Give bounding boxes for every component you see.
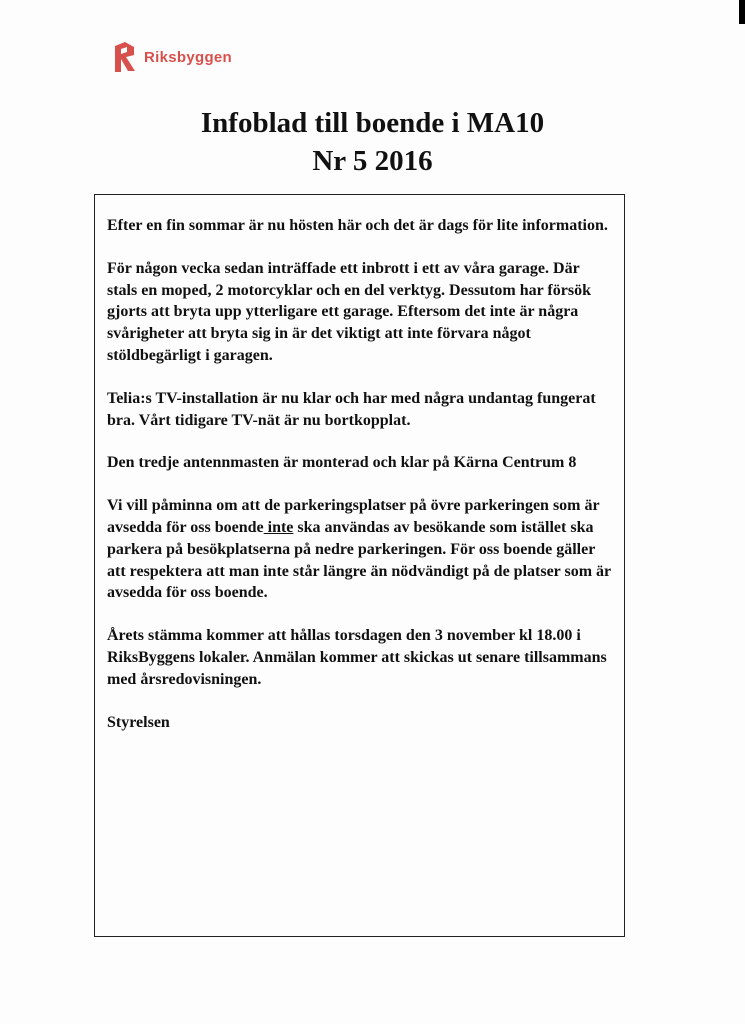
parking-text-before: Vi vill påminna om att de parkeringsplatser på övre parkeringen som är avsedda för oss boende <box>107 497 600 536</box>
riksbyggen-logo-icon <box>112 40 138 74</box>
paragraph-antenna: Den tredje antennmasten är monterad och klar på Kärna Centrum 8 <box>107 454 577 472</box>
document-header <box>0 104 745 180</box>
riksbyggen-logo <box>112 40 232 74</box>
signature: Styrelsen <box>107 713 170 731</box>
paragraph-meeting: Årets stämma kommer att hållas torsdagen den 3 november kl 18.00 i RiksByggens lokaler. Anmälan kommer att skickas ut senare tillsammans med årsredovisningen. <box>107 627 607 688</box>
parking-text-after: ska användas av besökande som istället ska parkera på besökplatserna på nedre parkeringen. För oss boende gäller att respektera att man inte står längre än nödvändigt på de platser som är avsedda för oss boende. <box>107 518 611 602</box>
issue-number: Nr 5 2016 <box>312 145 433 177</box>
document-title: Infoblad till boende i MA10 <box>200 107 545 139</box>
paragraph-parking <box>107 495 612 604</box>
paragraph-burglary: För någon vecka sedan inträffade ett inbrott i ett av våra garage. Där stals en moped, 2 motorcyklar och en del verktyg. Dessutom har försök gjorts att bryta upp ytterligare ett garage. Eftersom det inte är några svårigheter att bryta sig in är det viktigt att inte förvara något stöldbegärligt i garagen. <box>107 259 591 364</box>
paragraph-tv: Telia:s TV-installation är nu klar och har med några undantag fungerat bra. Vårt tidigare TV-nät är nu bortkopplat. <box>107 389 596 429</box>
logo-wordmark: Riksbyggen <box>144 48 233 66</box>
paragraph-intro: Efter en fin sommar är nu hösten här och det är dags för lite information. <box>107 217 608 234</box>
parking-emphasis-inte: inte <box>263 518 294 536</box>
scan-edge-mark <box>739 0 745 24</box>
content-box <box>94 194 625 937</box>
